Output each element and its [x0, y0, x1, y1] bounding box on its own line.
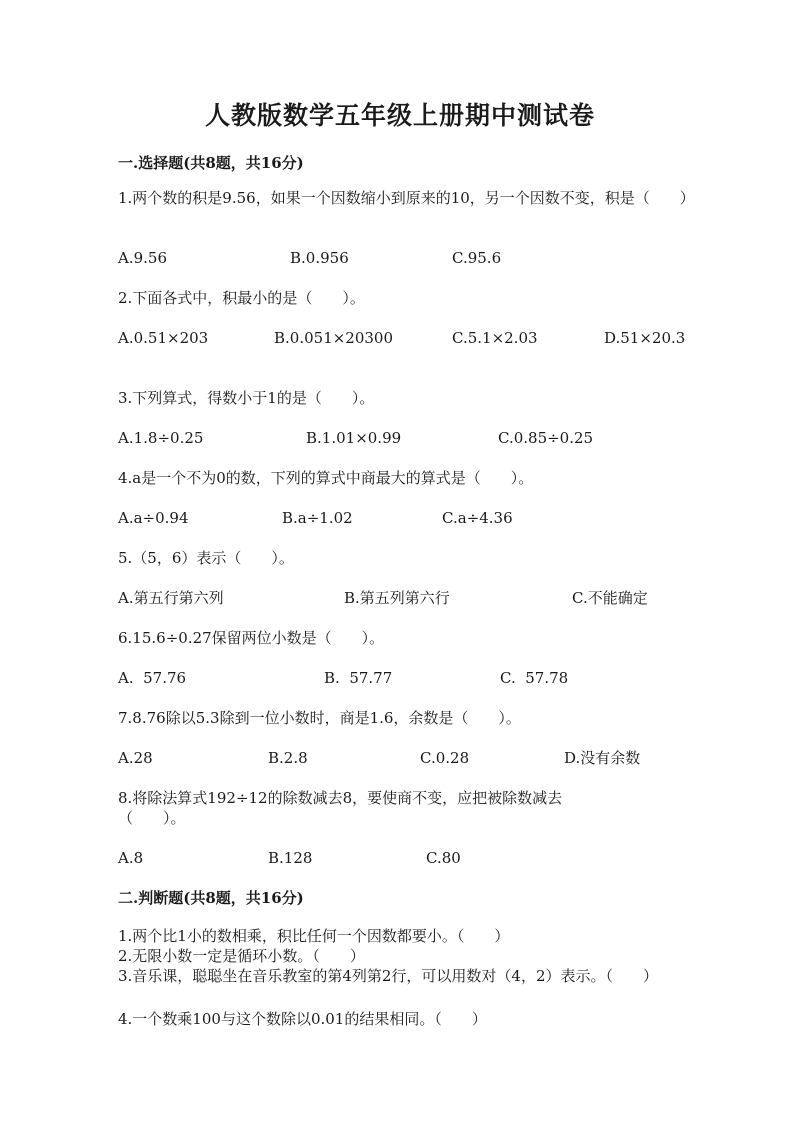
question-stem: 5.（5，6）表示（ ）。 — [118, 549, 294, 567]
option-c: C. 57.78 — [500, 669, 569, 687]
question-options — [118, 328, 688, 368]
option-a: A.0.51×203 — [118, 329, 209, 347]
question-options — [118, 428, 688, 468]
option-c: C.80 — [426, 849, 461, 867]
option-c: C.5.1×2.03 — [452, 329, 538, 347]
question-options — [118, 848, 688, 888]
option-b: B.a÷1.02 — [282, 509, 353, 527]
judgment-item: 4.一个数乘100与这个数除以0.01的结果相同。（ ） — [118, 1010, 487, 1028]
section-heading-choice: 一.选择题(共8题，共16分) — [118, 154, 304, 172]
option-b: B.2.8 — [268, 749, 308, 767]
option-b: B.128 — [268, 849, 313, 867]
question-stem: 7.8.76除以5.3除到一位小数时，商是1.6，余数是（ ）。 — [118, 709, 521, 727]
option-b: B. 57.77 — [324, 669, 393, 687]
section-heading-true-false: 二.判断题(共8题，共16分) — [118, 889, 304, 907]
option-a: A.1.8÷0.25 — [118, 429, 204, 447]
judgment-item: 3.音乐课，聪聪坐在音乐教室的第4列第2行，可以用数对（4，2）表示。（ ） — [118, 967, 658, 985]
question-stem: 6.15.6÷0.27保留两位小数是（ ）。 — [118, 629, 385, 647]
option-a: A. 57.76 — [118, 669, 187, 687]
question-stem: 4.a是一个不为0的数，下列的算式中商最大的算式是（ ）。 — [118, 469, 534, 487]
question-options — [118, 588, 688, 628]
option-b: B.1.01×0.99 — [306, 429, 402, 447]
option-b: B.0.051×20300 — [274, 329, 394, 347]
question-stem: 2.下面各式中，积最小的是（ ）。 — [118, 289, 365, 307]
option-a: A.9.56 — [118, 249, 167, 267]
option-c: C.不能确定 — [572, 589, 648, 607]
option-b: B.0.956 — [290, 249, 349, 267]
judgment-item: 1.两个比1小的数相乘，积比任何一个因数都要小。（ ） — [118, 927, 510, 945]
question-stem: 8.将除法算式192÷12的除数减去8，要使商不变，应把被除数减去（ ）。 — [118, 789, 563, 827]
option-d: D.51×20.3 — [604, 329, 686, 347]
question-stem: 1.两个数的积是9.56，如果一个因数缩小到原来的10，另一个因数不变，积是（ ） — [118, 189, 695, 207]
question-options — [118, 508, 688, 548]
option-c: C.a÷4.36 — [442, 509, 513, 527]
option-b: B.第五列第六行 — [344, 589, 450, 607]
question-stem: 3.下列算式，得数小于1的是（ ）。 — [118, 389, 375, 407]
option-a: A.28 — [118, 749, 153, 767]
option-a: A.第五行第六列 — [118, 589, 224, 607]
judgment-item: 2.无限小数一定是循环小数。（ ） — [118, 947, 365, 965]
option-c: C.95.6 — [452, 249, 502, 267]
option-d: D.没有余数 — [564, 749, 641, 767]
question-options — [118, 748, 688, 788]
option-a: A.a÷0.94 — [118, 509, 189, 527]
question-options — [118, 668, 688, 708]
option-c: C.0.28 — [420, 749, 470, 767]
question-options — [118, 248, 688, 288]
option-c: C.0.85÷0.25 — [498, 429, 594, 447]
page-title: 人教版数学五年级上册期中测试卷 — [204, 101, 595, 130]
option-a: A.8 — [118, 849, 144, 867]
